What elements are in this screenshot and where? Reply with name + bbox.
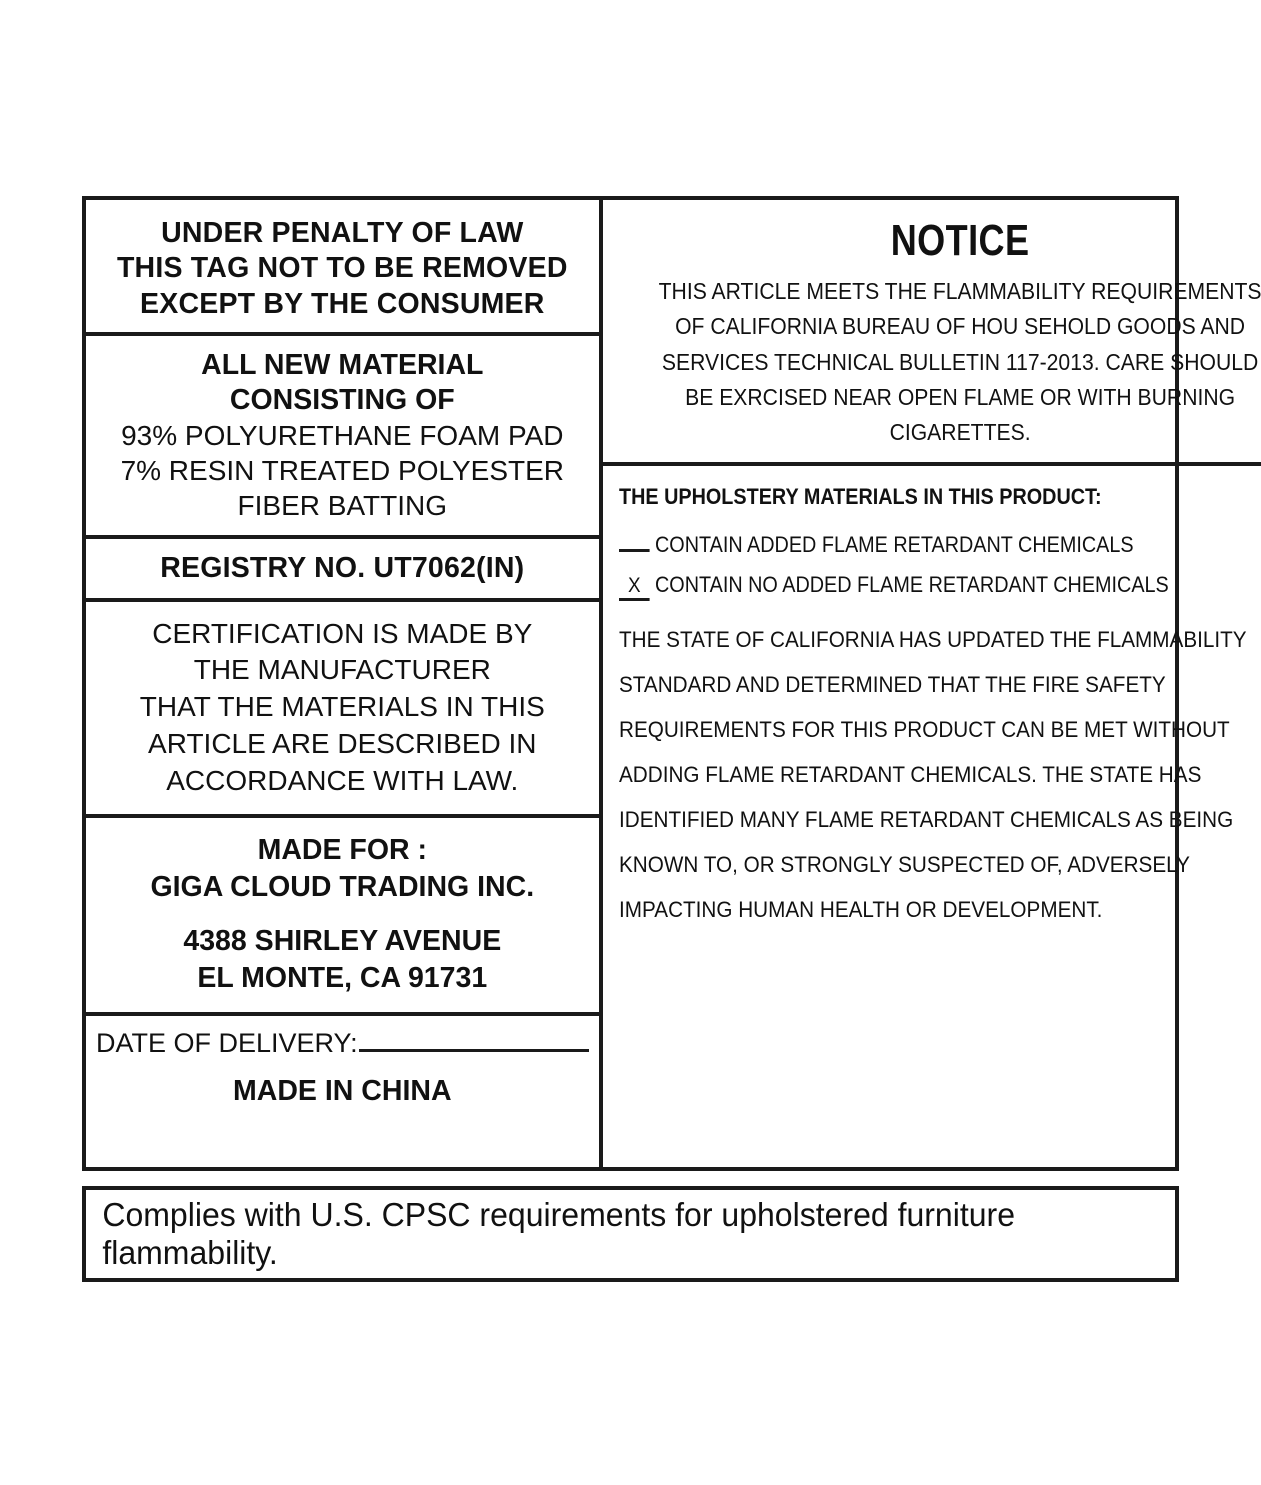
made-for-company: GIGA CLOUD TRADING INC. — [150, 870, 535, 903]
state-paragraph-line-2: STANDARD AND DETERMINED THAT THE FIRE SAFETY — [618, 672, 1166, 698]
material-content-cell — [86, 336, 599, 539]
notice-body-line-1: THIS ARTICLE MEETS THE FLAMMABILITY REQUIREMENTS — [658, 278, 1261, 304]
checkbox-added-retardants[interactable] — [619, 549, 650, 552]
made-for-cell — [86, 818, 599, 1016]
option-no-added-retardants-label: CONTAIN NO ADDED FLAME RETARDANT CHEMICALS — [654, 572, 1169, 598]
delivery-date-input[interactable] — [359, 1029, 589, 1052]
upholstery-materials-cell — [603, 466, 1261, 940]
material-heading-1: ALL NEW MATERIAL — [201, 348, 484, 381]
state-paragraph-line-7: IMPACTING HUMAN HEALTH OR DEVELOPMENT. — [618, 897, 1103, 923]
notice-body-line-5: CIGARETTES. — [889, 419, 1031, 445]
notice-body-line-2: OF CALIFORNIA BUREAU OF HOU SEHOLD GOODS AND — [674, 313, 1245, 340]
upholstery-heading: THE UPHOLSTERY MATERIALS IN THIS PRODUCT: — [618, 484, 1102, 510]
state-paragraph-line-6: KNOWN TO, OR STRONGLY SUSPECTED OF, ADVERSELY — [618, 852, 1190, 878]
state-paragraph-line-4: ADDING FLAME RETARDANT CHEMICALS. THE STATE HAS — [618, 762, 1201, 788]
state-paragraph-line-1: THE STATE OF CALIFORNIA HAS UPDATED THE FLAMMABILITY — [618, 627, 1247, 653]
checkbox-no-added-retardants[interactable]: X — [619, 574, 650, 601]
certification-line-1: CERTIFICATION IS MADE BY — [152, 617, 533, 649]
delivery-row — [96, 1028, 589, 1059]
delivery-cell — [86, 1016, 599, 1120]
certification-cell — [86, 602, 599, 819]
notice-title: NOTICE — [890, 216, 1030, 265]
notice-body-line-3: SERVICES TECHNICAL BULLETIN 117-2013. CARE SHOULD — [661, 348, 1258, 375]
cpsc-compliance-box — [82, 1186, 1179, 1282]
state-paragraph-line-3: REQUIREMENTS FOR THIS PRODUCT CAN BE MET WITHOUT — [618, 717, 1230, 743]
law-tag-right-column — [603, 200, 1261, 1167]
law-tag-left-column — [86, 200, 603, 1167]
penalty-line-3: EXCEPT BY THE CONSUMER — [140, 287, 545, 320]
material-item-3: FIBER BATTING — [237, 489, 448, 521]
made-in-country: MADE IN CHINA — [233, 1075, 452, 1108]
penalty-line-2: THIS TAG NOT TO BE REMOVED — [116, 252, 568, 285]
cpsc-compliance-text: Complies with U.S. CPSC requirements for upholstered furniture flammability. — [102, 1196, 1015, 1271]
notice-body-line-4: BE EXRCISED NEAR OPEN FLAME OR WITH BURNING — [684, 383, 1235, 410]
address-spacer — [96, 905, 589, 923]
penalty-notice-cell — [86, 200, 599, 336]
certification-line-2: THE MANUFACTURER — [193, 654, 491, 686]
certification-line-3: THAT THE MATERIALS IN THIS — [139, 691, 545, 723]
notice-body — [651, 274, 1261, 450]
option-no-added-retardants[interactable] — [619, 572, 1233, 601]
made-for-address-line-1: 4388 SHIRLEY AVENUE — [183, 925, 502, 958]
delivery-label: DATE OF DELIVERY: — [96, 1028, 358, 1059]
notice-cell — [603, 200, 1261, 466]
penalty-line-1: UNDER PENALTY OF LAW — [161, 217, 524, 249]
law-tag-main-box — [82, 196, 1261, 1171]
registry-number-cell — [86, 539, 599, 602]
state-of-california-paragraph — [619, 617, 1247, 932]
certification-line-4: ARTICLE ARE DESCRIBED IN — [148, 728, 537, 760]
certification-line-5: ACCORDANCE WITH LAW. — [166, 765, 519, 797]
state-paragraph-line-5: IDENTIFIED MANY FLAME RETARDANT CHEMICALS AS BEING — [618, 807, 1233, 833]
made-for-label: MADE FOR : — [257, 834, 427, 867]
material-heading-2: CONSISTING OF — [229, 383, 455, 416]
made-for-address-line-2: EL MONTE, CA 91731 — [197, 961, 488, 994]
material-item-2: 7% RESIN TREATED POLYESTER — [120, 454, 565, 486]
option-added-retardants[interactable] — [619, 532, 1233, 558]
material-item-1: 93% POLYURETHANE FOAM PAD — [121, 419, 564, 451]
registry-number: REGISTRY NO. UT7062(IN) — [160, 551, 525, 584]
option-added-retardants-label: CONTAIN ADDED FLAME RETARDANT CHEMICALS — [654, 532, 1134, 558]
